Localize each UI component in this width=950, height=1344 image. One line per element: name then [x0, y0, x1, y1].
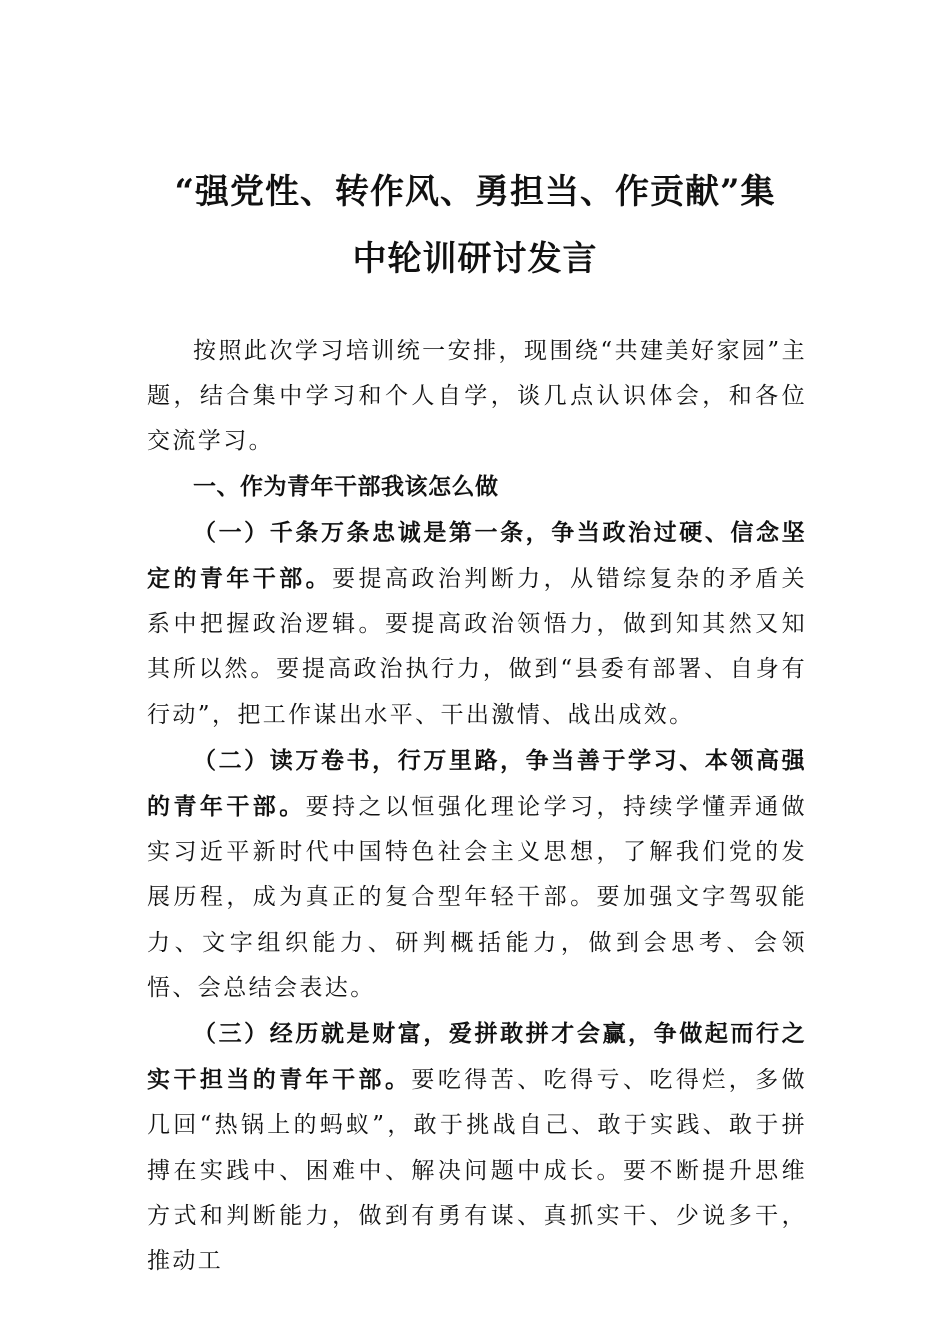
paragraph-1 — [147, 510, 807, 738]
document-title-line-1: “强党性、转作风、勇担当、作贡献”集 — [174, 172, 776, 212]
paragraph-2-lead: （二）读万卷书，行万里路，争当善于学习、本领高强的青年干部。 — [147, 746, 807, 821]
paragraph-1-lead: （一）千条万条忠诚是第一条，争当政治过硬、信念坚定的青年干部。 — [147, 518, 807, 593]
document-body — [147, 329, 807, 1284]
section-heading: 一、作为青年干部我该怎么做 — [193, 473, 499, 500]
document-title-line-2: 中轮训研讨发言 — [352, 239, 598, 279]
intro-paragraph: 按照此次学习培训统一安排，现围绕“共建美好家园”主题，结合集中学习和个人自学，谈几点认识体会，和各位交流学习。 — [147, 338, 807, 455]
paragraph-3-text: 要吃得苦、吃得亏、吃得烂，多做几回“热锅上的蚂蚁”，敢于挑战自己、敢于实践、敢于拼搏在实践中、困难中、解决问题中成长。要不断提升思维方式和判断能力，做到有勇有谋、真抓实干、少说多干，推动工 — [147, 1067, 808, 1275]
paragraph-1-text: 要提高政治判断力，从错综复杂的矛盾关系中把握政治逻辑。要提高政治领悟力，做到知其然又知其所以然。要提高政治执行力，做到“县委有部署、自身有行动”，把工作谋出水平、干出激情、战出成效。 — [147, 566, 807, 728]
paragraph-3-lead: （三）经历就是财富，爱拼敢拼才会赢，争做起而行之实干担当的青年干部。 — [147, 1020, 807, 1094]
paragraph-2 — [147, 738, 807, 1011]
paragraph-3 — [147, 1011, 807, 1284]
paragraph-2-text: 要持之以恒强化理论学习，持续学懂弄通做实习近平新时代中国特色社会主义思想，了解我们党的发展历程，成为真正的复合型年轻干部。要加强文字驾驭能力、文字组织能力、研判概括能力，做到会思考、会领悟、会总结会表达。 — [147, 794, 807, 1001]
